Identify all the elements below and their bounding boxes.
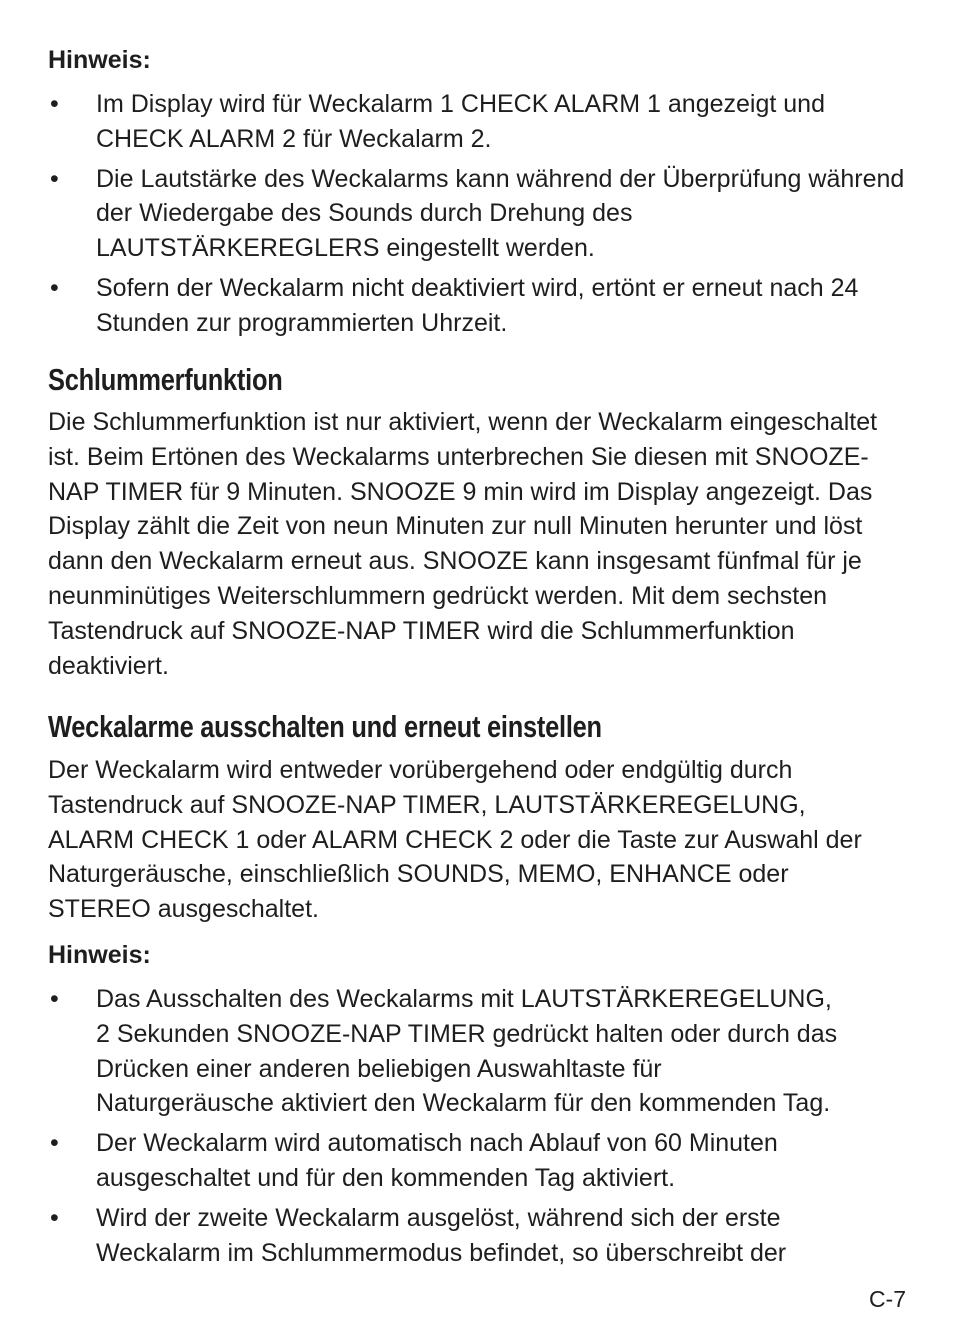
list-item: [48, 162, 910, 266]
bullet-icon: •: [50, 1203, 59, 1232]
section-paragraph: Die Schlummerfunktion ist nur aktiviert, wenn der Weckalarm eingeschaltet ist. Beim Ertönen des Weckalarms unterbrechen Sie diesen mit SNOOZE-NAP TIMER für 9 Minuten. SNOOZE 9 min wird im Display angezeigt. Das Display zählt die Zeit von neun Minuten zur null Minuten herunter und löst dann den Weckalarm erneut aus. SNOOZE kann insgesamt fünfmal für je neunminütiges Weiterschlummern gedrückt werden. Mit dem sechsten Tastendruck auf SNOOZE-NAP TIMER wird die Schlummerfunktion deaktiviert.: [48, 408, 878, 680]
list-item: [48, 982, 910, 1121]
list-item: [48, 271, 910, 341]
bullet-icon: •: [50, 985, 59, 1013]
bullet-icon: •: [50, 90, 59, 118]
section-heading: Schlummerfunktion: [48, 362, 283, 397]
bullet-icon: •: [50, 273, 59, 302]
list-item-text: Die Lautstärke des Weckalarms kann während der Überprüfung während der Wiedergabe des Sounds durch Drehung des LAUTSTÄRKEREGLERS eingestellt werden.: [96, 164, 905, 263]
list-item: [48, 1201, 910, 1271]
note-bullet-list: [48, 87, 910, 341]
list-item-text: Das Ausschalten des Weckalarms mit LAUTSTÄRKEREGELUNG, 2 Sekunden SNOOZE-NAP TIMER gedrückt halten oder durch das Drücken einer anderen beliebigen Auswahltaste für Naturgeräusche aktiviert den Weckalarm für den kommenden Tag.: [96, 985, 838, 1118]
list-item-text: Wird der zweite Weckalarm ausgelöst, während sich der erste Weckalarm im Schlummermodus befindet, so überschreibt der: [96, 1203, 787, 1267]
bullet-icon: •: [50, 164, 59, 193]
list-item-text: Im Display wird für Weckalarm 1 CHECK ALARM 1 angezeigt und CHECK ALARM 2 für Weckalarm 2.: [96, 90, 825, 153]
note-title: Hinweis:: [48, 46, 151, 74]
list-item: [48, 1126, 910, 1196]
list-item-text: Der Weckalarm wird automatisch nach Ablauf von 60 Minuten ausgeschaltet und für den kommenden Tag aktiviert.: [96, 1129, 778, 1192]
page-number: C-7: [868, 1286, 906, 1312]
note-bullet-list: [48, 982, 910, 1270]
list-item-text: Sofern der Weckalarm nicht deaktiviert wird, ertönt er erneut nach 24 Stunden zur programmierten Uhrzeit.: [96, 273, 859, 337]
section-paragraph: Der Weckalarm wird entweder vorübergehend oder endgültig durch Tastendruck auf SNOOZE-NAP TIMER, LAUTSTÄRKEREGELUNG, ALARM CHECK 1 oder ALARM CHECK 2 oder die Taste zur Auswahl der Naturgeräusche, einschließlich SOUNDS, MEMO, ENHANCE oder STEREO ausgeschaltet.: [48, 756, 862, 924]
note-title: Hinweis:: [48, 941, 151, 969]
section-heading: Weckalarme ausschalten und erneut einstellen: [48, 709, 602, 744]
list-item: [48, 87, 910, 157]
bullet-icon: •: [50, 1129, 59, 1158]
